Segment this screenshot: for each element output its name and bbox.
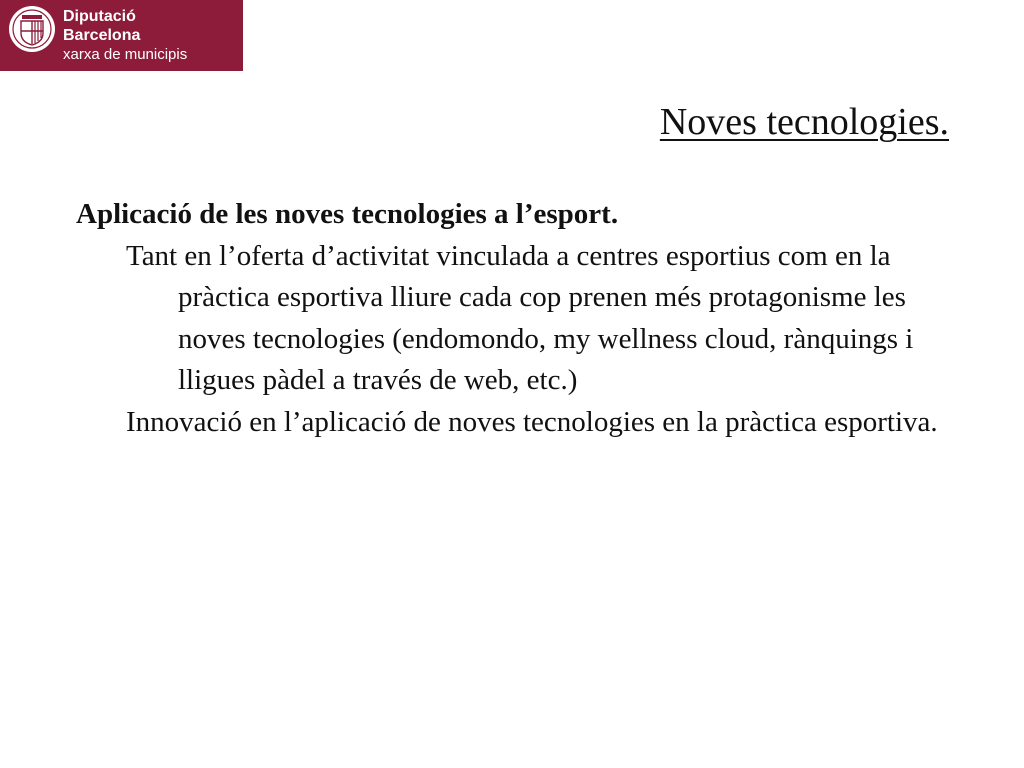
logo-line-2: Barcelona (63, 27, 141, 44)
coat-of-arms-seal-icon (8, 5, 56, 53)
section-heading: Aplicació de les noves tecnologies a l’esport. (76, 198, 619, 230)
logo-text (63, 7, 187, 64)
logo-line-1: Diputació (63, 8, 136, 25)
institution-logo (0, 0, 243, 71)
logo-line-3: xarxa de municipis (63, 46, 188, 63)
slide-content (76, 194, 976, 443)
bullet-item: Innovació en l’aplicació de noves tecnologies en la pràctica esportiva. (126, 405, 938, 438)
slide-title: Noves tecnologies. (659, 101, 949, 143)
bullet-item: Tant en l’oferta d’activitat vinculada a centres esportius com en la pràctica esportiva lliure cada cop prenen més protagonisme les noves tecnologies (endomondo, my wellness cloud, rànquings i lligues pàdel a través de web, etc.) (126, 239, 914, 396)
